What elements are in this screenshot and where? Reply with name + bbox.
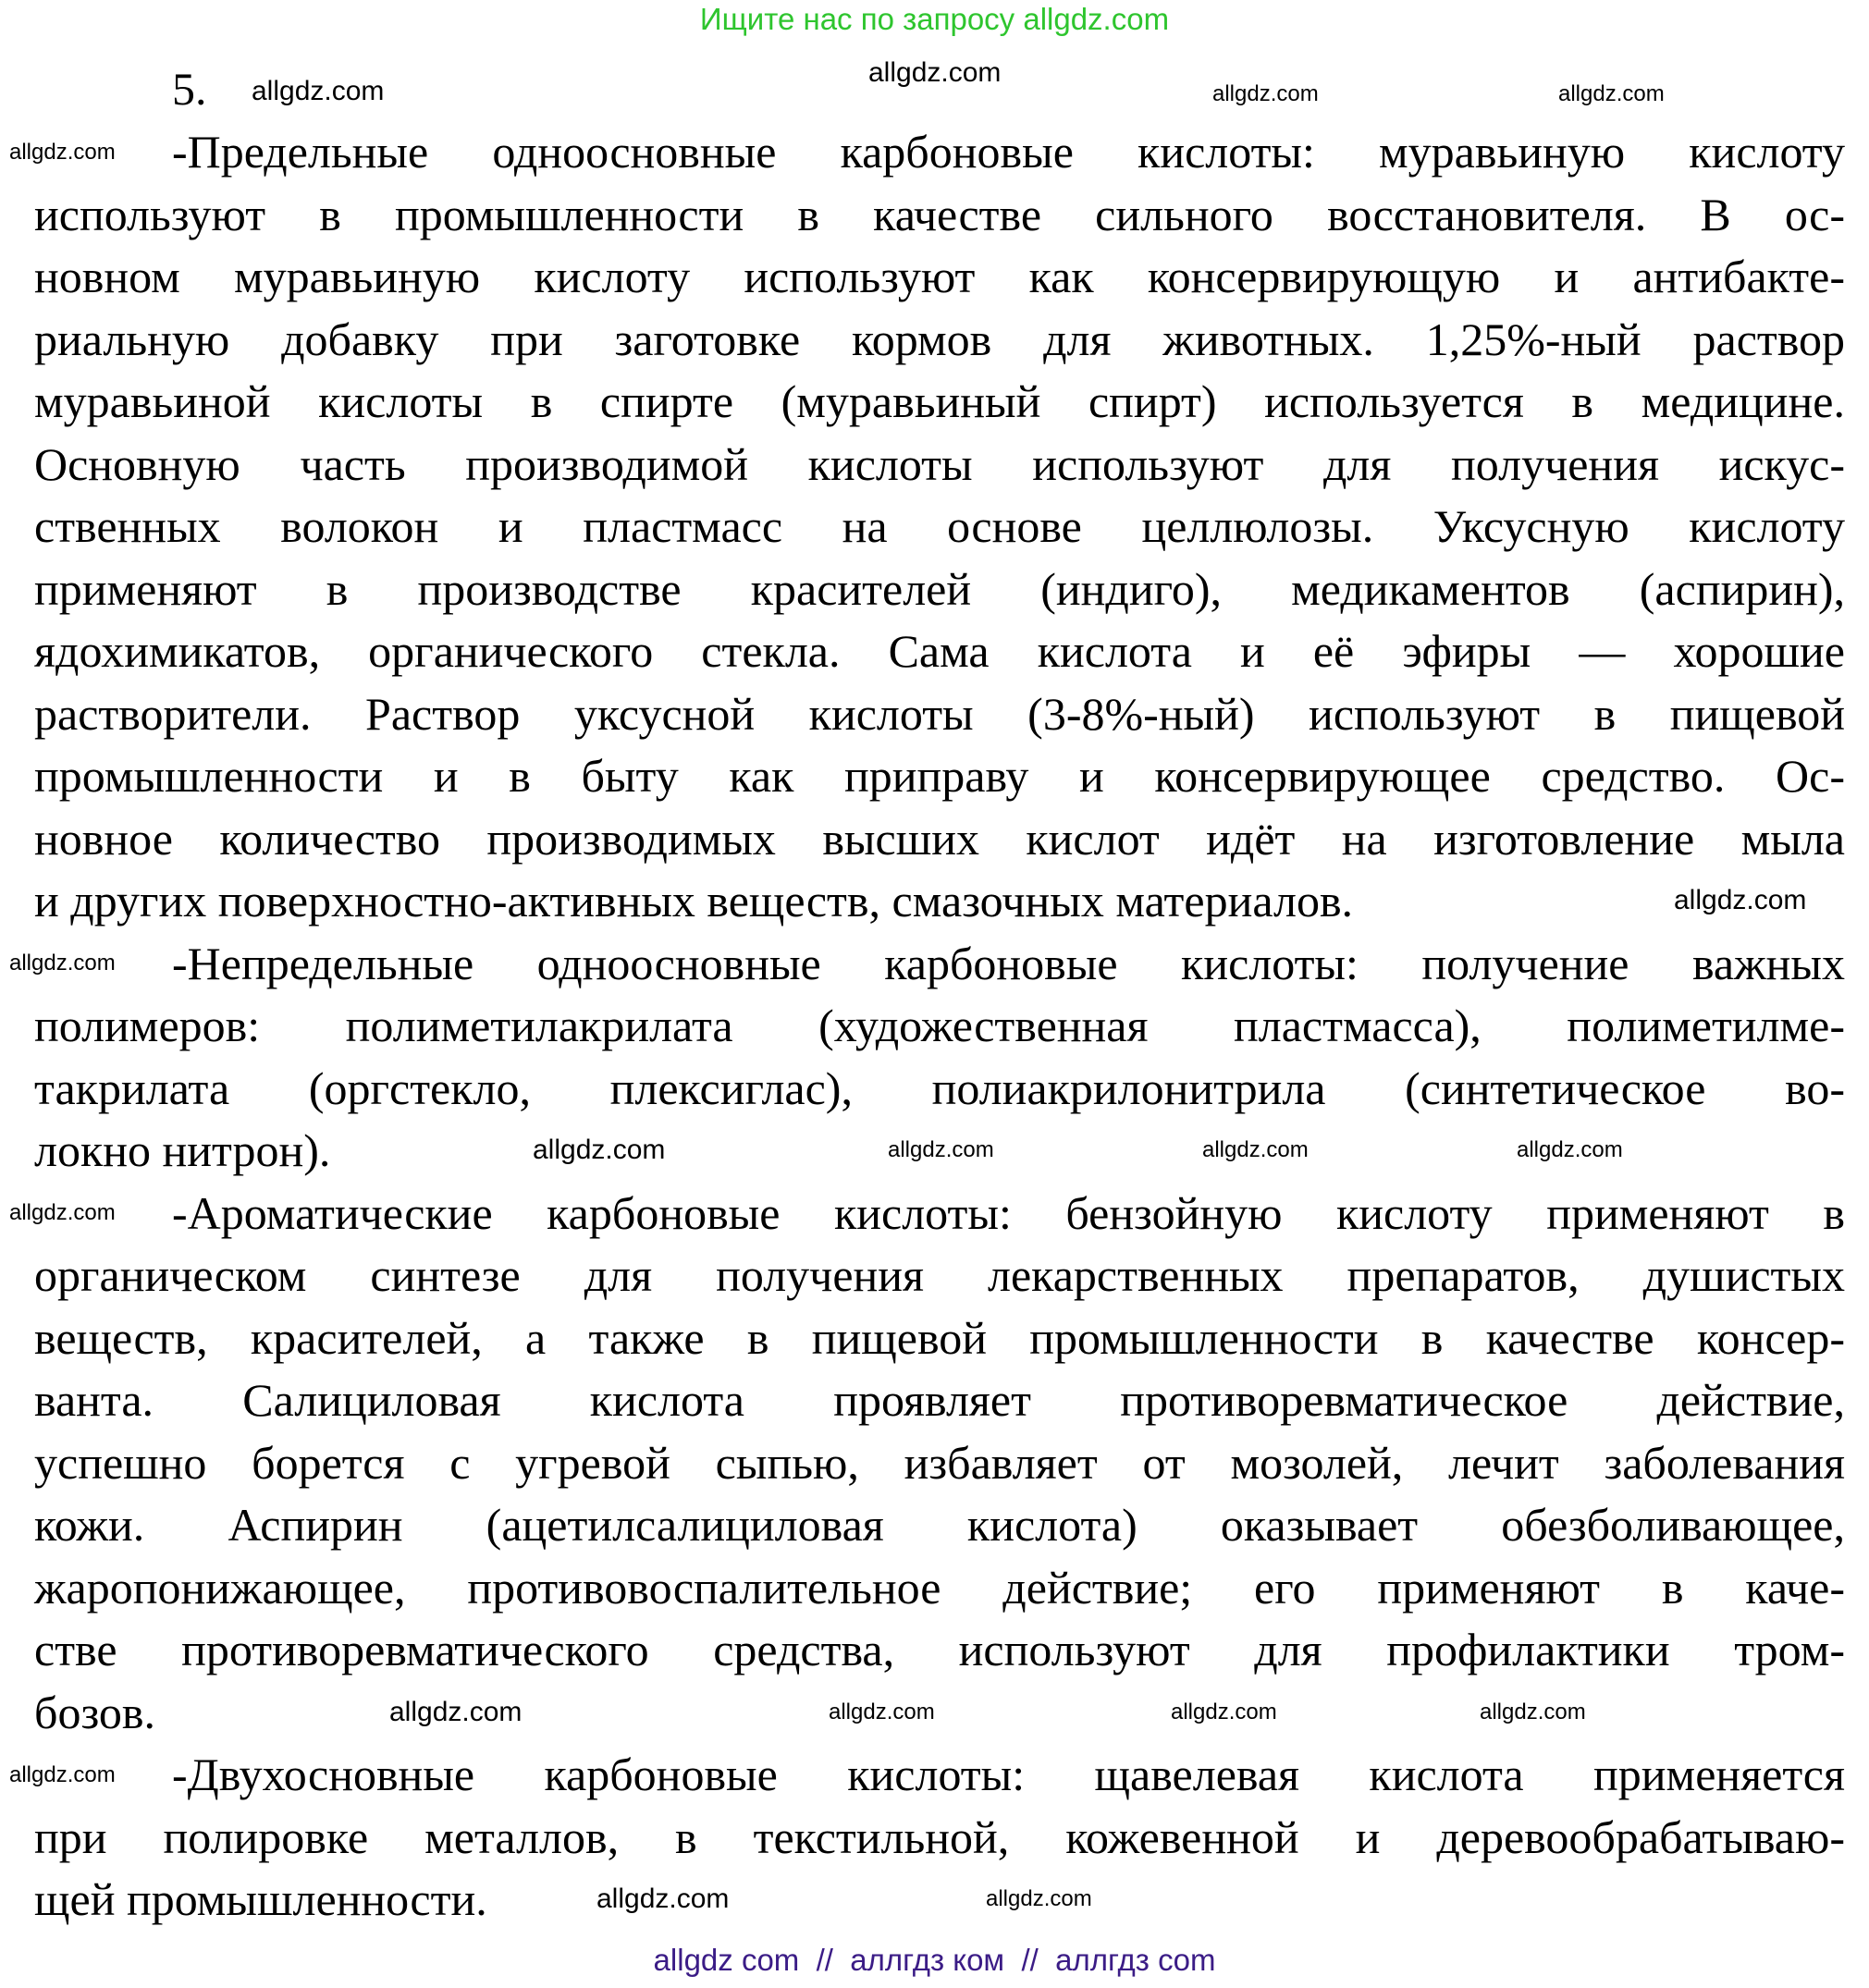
text-line: локно нитрон). <box>34 1124 331 1176</box>
text-line: такрилата (оргстекло, плексиглас), полиакрилонитрила (синтетическое во- <box>34 1061 1845 1114</box>
text-line: Основную часть производимой кислоты используют для получения искус- <box>34 437 1845 490</box>
watermark: allgdz.com <box>888 1137 994 1162</box>
text-line: ядохимикатов, органического стекла. Сама кислота и её эфиры — хорошие <box>34 625 1845 677</box>
watermark: allgdz.com <box>1171 1700 1277 1724</box>
watermark: allgdz.com <box>1480 1700 1586 1724</box>
text-line: жаропонижающее, противовоспалительное действие; его применяют в каче- <box>34 1561 1845 1614</box>
watermark: allgdz.com <box>1517 1137 1623 1162</box>
watermark: allgdz.com <box>9 951 116 976</box>
text-line: стве противоревматического средства, используют для профилактики тром- <box>34 1624 1845 1675</box>
watermark: allgdz.com <box>1674 885 1807 915</box>
text-line: щей промышленности. <box>34 1873 487 1925</box>
text-line: используют в промышленности в качестве сильного восстановителя. В ос- <box>34 188 1845 240</box>
text-line: успешно борется с угревой сыпью, избавляет от мозолей, лечит заболевания <box>34 1436 1845 1489</box>
text-line: -Непредельные одноосновные карбоновые кислоты: получение важных <box>172 937 1845 989</box>
text-line: промышленности и в быту как приправу и консервирующее средство. Ос- <box>34 750 1845 802</box>
text-line: -Предельные одноосновные карбоновые кислоты: муравьиную кислоту <box>172 126 1845 178</box>
watermark: allgdz.com <box>829 1700 935 1724</box>
text-line: муравьиной кислоты в спирте (муравьиный спирт) используется в медицине. <box>34 375 1845 427</box>
watermark: allgdz.com <box>9 140 116 165</box>
text-line: кожи. Аспирин (ацетилсалициловая кислота) оказывает обезболивающее, <box>34 1499 1845 1551</box>
watermark: allgdz.com <box>596 1884 730 1914</box>
text-line: новное количество производимых высших кислот идёт на изготовление мыла <box>34 812 1845 865</box>
text-line: бозов. <box>34 1686 156 1738</box>
watermark: allgdz.com <box>1202 1137 1309 1162</box>
text-line: -Двухосновные карбоновые кислоты: щавелевая кислота применяется <box>172 1749 1845 1800</box>
text-line: новном муравьиную кислоту используют как консервирующую и антибакте- <box>34 251 1845 302</box>
text-line: ванта. Салициловая кислота проявляет противоревматическое действие, <box>34 1374 1845 1426</box>
watermark: allgdz.com <box>533 1135 666 1165</box>
search-hint-header: Ищите нас по запросу allgdz.com <box>699 2 1170 36</box>
watermark: allgdz.com <box>1212 81 1319 106</box>
text-line: полимеров: полиметилакрилата (художественная пластмасса), полиметилме- <box>34 1000 1845 1051</box>
watermark: allgdz.com <box>1558 81 1665 106</box>
text-line: веществ, красителей, а также в пищевой промышленности в качестве консер- <box>34 1311 1845 1364</box>
text-line: ственных волокон и пластмасс на основе целлюлозы. Уксусную кислоту <box>34 500 1845 552</box>
text-line: -Ароматические карбоновые кислоты: бензойную кислоту применяют в <box>172 1186 1845 1239</box>
text-line: применяют в производстве красителей (индиго), медикаментов (аспирин), <box>34 562 1845 615</box>
task-number: 5. <box>172 63 207 115</box>
watermark: allgdz.com <box>9 1762 116 1787</box>
text-line: органическом синтезе для получения лекарственных препаратов, душистых <box>34 1249 1845 1301</box>
watermark: allgdz.com <box>252 76 385 106</box>
watermark: allgdz.com <box>868 57 1002 88</box>
footer-links: allgdz com // аллгдз ком // аллгдз com <box>653 1943 1216 1977</box>
watermark: allgdz.com <box>986 1886 1092 1911</box>
watermark: allgdz.com <box>9 1200 116 1225</box>
text-line: растворители. Раствор уксусной кислоты (3-8%-ный) используют в пищевой <box>34 687 1845 740</box>
text-line: и других поверхностно-активных веществ, смазочных материалов. <box>34 875 1354 927</box>
text-line: риальную добавку при заготовке кормов для животных. 1,25%-ный раствор <box>34 313 1845 365</box>
text-line: при полировке металлов, в текстильной, кожевенной и деревообрабатываю- <box>34 1810 1845 1863</box>
watermark: allgdz.com <box>389 1697 523 1727</box>
